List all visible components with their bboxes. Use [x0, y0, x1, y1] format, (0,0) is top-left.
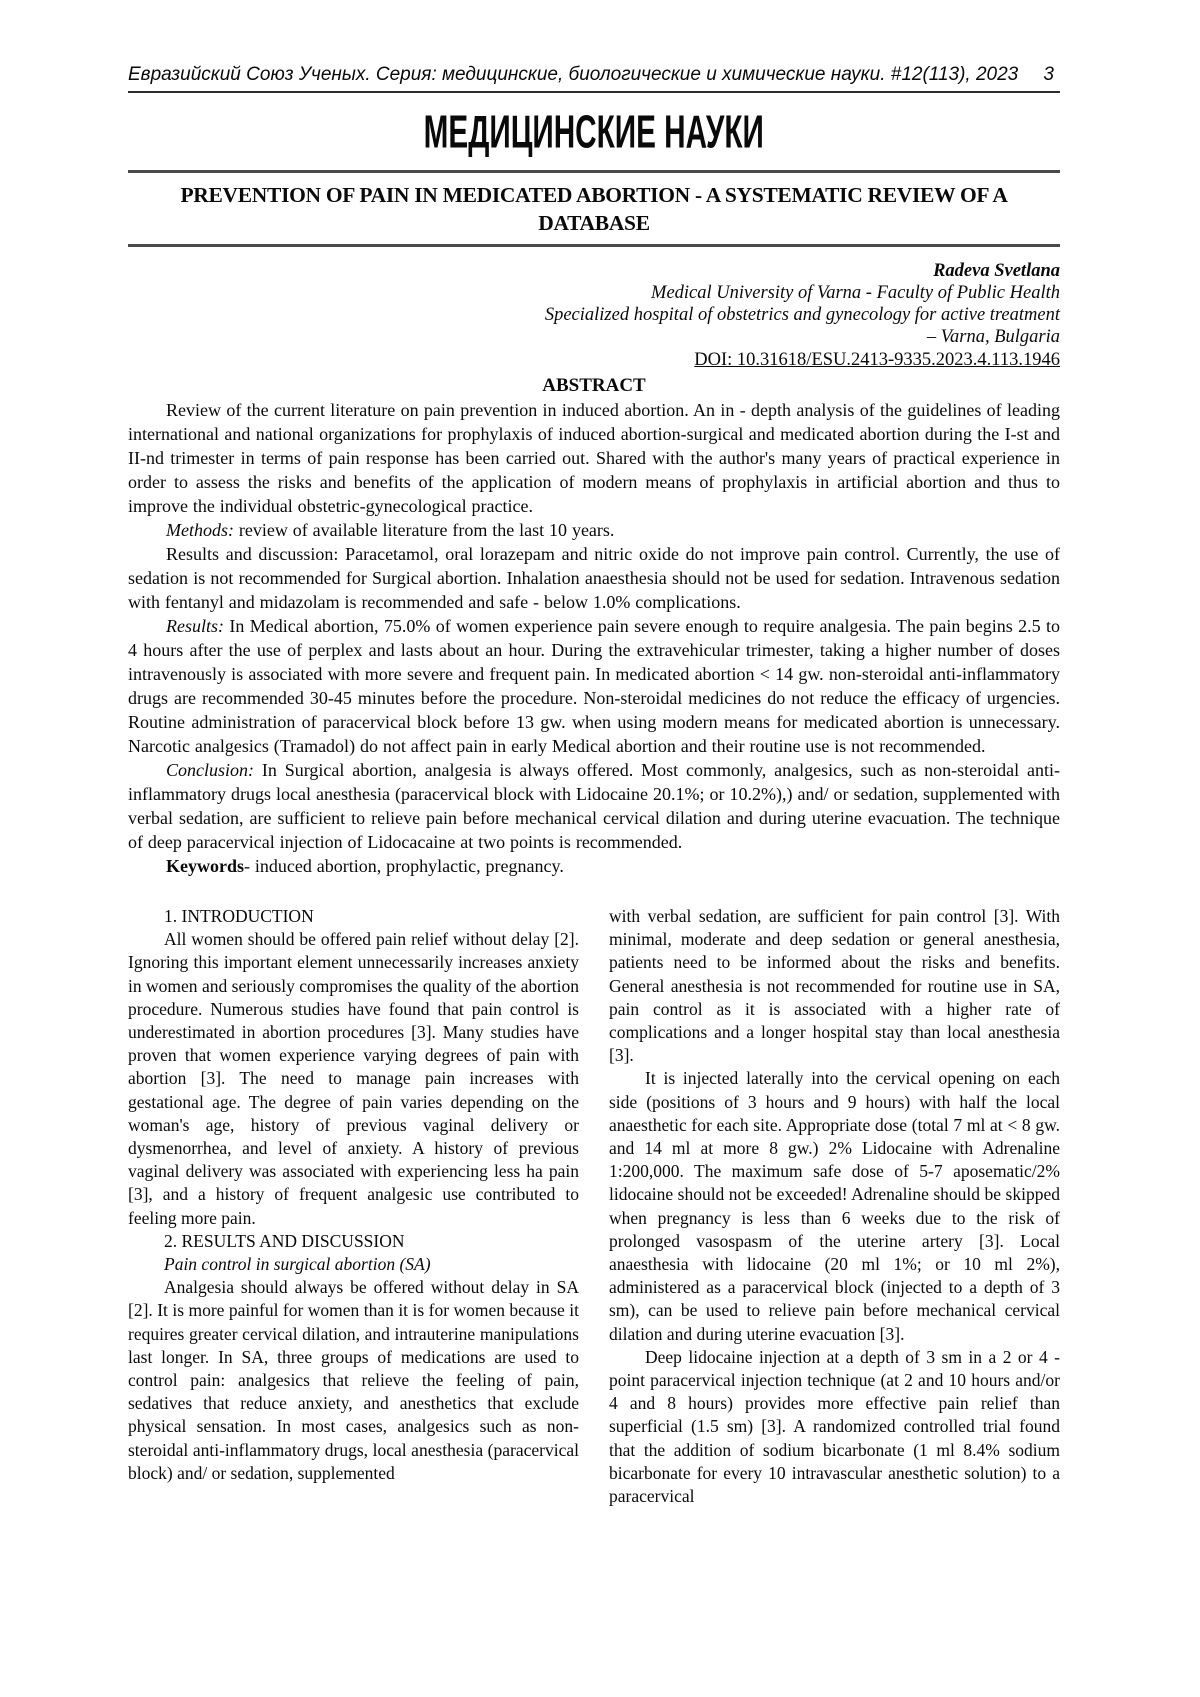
body-paragraph: Analgesia should always be offered without delay in SA [2]. It is more painful for women than it is for women because it requires greater cervical dilation, and intrauterine manipulations last longer. In SA, three groups of medications are used to control pain: analgesics that relieve the feeling of pain, sedatives that reduce anxiety, and anesthetics that exclude physical sensation. In most cases, analgesics such as non-steroidal anti-inflammatory drugs, local anesthesia (paracervical block) and/ or sedation, supplemented — [128, 1277, 579, 1483]
right-column — [609, 905, 1060, 1508]
abstract-paragraph-text: Review of the current literature on pain prevention in induced abortion. An in - depth analysis of the guidelines of leading international and national organizations for prophylaxis of induced abortion-surgical and medicated abortion during the I-st and II-nd trimester in terms of pain response has been carried out. Shared with the author's many years of practical experience in order to assess the risks and benefits of the application of modern means of prophylaxis in artificial abortion and thus to improve the individual obstetric-gynecological practice. — [128, 400, 1060, 516]
subsection-heading-pain-control: Pain control in surgical abortion (SA) — [164, 1254, 431, 1275]
keywords-text: - induced abortion, prophylactic, pregnancy. — [244, 856, 564, 876]
section-banner-wrap — [128, 104, 1060, 158]
title-rule-top — [128, 170, 1060, 173]
article-title: PREVENTION OF PAIN IN MEDICATED ABORTION - A SYSTEMATIC REVIEW OF A DATABASE — [180, 183, 1008, 235]
body-paragraph: All women should be offered pain relief without delay [2]. Ignoring this important element unnecessarily increases anxiety in women and seriously compromises the quality of the abortion procedure. Numerous studies have found that pain control is underestimated in abortion procedures [3]. Many studies have proven that women experience varying degrees of pain with abortion [3]. The need to manage pain increases with gestational age. The degree of pain varies depending on the woman's age, history of previous vaginal delivery or dysmenorrhea, and level of anxiety. A history of previous vaginal delivery was associated with experiencing less ha pain [3], and a history of frequent analgesic use contributed to feeling more pain. — [128, 929, 579, 1228]
abstract-paragraph — [128, 518, 1060, 542]
abstract-heading: ABSTRACT — [542, 375, 646, 396]
affiliation-line: Specialized hospital of obstetrics and gynecology for active treatment — [544, 305, 1060, 325]
paragraph-lead: Methods: — [166, 520, 234, 540]
section-heading-results: 2. RESULTS AND DISCUSSION — [164, 1230, 405, 1251]
running-header — [128, 64, 1060, 93]
author-name: Radeva Svetlana — [933, 261, 1060, 281]
affiliation-line: Medical University of Varna - Faculty of Public Health — [651, 283, 1060, 303]
body-paragraph-continuation: with verbal sedation, are sufficient for pain control [3]. With minimal, moderate and deep sedation or general anesthesia, patients need to be informed about the risks and benefits. General anesthesia is not recommended for routine use in SA, pain control as it is associated with a higher rate of complications and a longer hospital stay than local anesthesia [3]. — [609, 906, 1060, 1066]
abstract-paragraph — [128, 542, 1060, 614]
body-paragraph: Deep lidocaine injection at a depth of 3 sm in a 2 or 4 - point paracervical injection technique (at 2 and 10 hours and/or 4 and 8 hours) provides more effective pain relief than superficial (1.5 sm) [3]. A randomized controlled trial found that the addition of sodium bicarbonate (1 ml 8.4% sodium bicarbonate for every 10 intravascular anesthetic solution) to a paracervical — [609, 1346, 1060, 1507]
paragraph-lead: Conclusion: — [166, 760, 254, 780]
journal-title-line: Евразийский Союз Ученых. Серия: медицинские, биологические и химические науки. #12(113), 2023 — [128, 64, 1019, 85]
abstract-paragraph-text: In Medical abortion, 75.0% of women experience pain severe enough to require analgesia. The pain begins 2.5 to 4 hours after the use of perplex and lasts about an hour. During the extravehicular trimester, taking a higher number of doses intravenously is associated with more severe and frequent pain. In medicated abortion < 14 gw. non-steroidal anti-inflammatory drugs are recommended 30-45 minutes before the procedure. Non-steroidal medicines do not reduce the efficacy of urgencies. Routine administration of paracervical block before 13 gw. when using modern means for medicated abortion is unnecessary. Narcotic analgesics (Tramadol) do not affect pain in early Medical abortion and their routine use is not recommended. — [128, 616, 1060, 756]
keywords-line — [128, 854, 1060, 878]
abstract-paragraph-text: In Surgical abortion, analgesia is always offered. Most commonly, analgesics, such as non-steroidal anti-inflammatory drugs local anesthesia (paracervical block with Lidocaine 20.1%; or 10.2%),) and/ or sedation, supplemented with verbal sedation, are sufficient to relieve pain before mechanical cervical dilation and during uterine evacuation. The technique of deep paracervical injection of Lidocacaine at two points is recommended. — [128, 760, 1060, 852]
affiliation-line: – Varna, Bulgaria — [926, 327, 1060, 347]
section-banner: МЕДИЦИНСКИЕ НАУКИ — [423, 104, 765, 158]
doi-line — [128, 348, 1060, 373]
abstract-paragraph — [128, 758, 1060, 854]
author-block — [128, 260, 1060, 348]
abstract-section — [128, 398, 1060, 878]
abstract-paragraph — [128, 614, 1060, 758]
abstract-paragraph — [128, 398, 1060, 518]
section-heading-introduction: 1. INTRODUCTION — [164, 906, 314, 926]
keywords-label: Keywords — [166, 856, 244, 876]
abstract-paragraph-text: Results and discussion: Paracetamol, oral lorazepam and nitric oxide do not improve pain control. Currently, the use of sedation is not recommended for Surgical abortion. Inhalation anaesthesia should not be used for sedation. Intravenous sedation with fentanyl and midazolam is recommended and safe - below 1.0% complications. — [128, 544, 1060, 612]
paragraph-lead: Results: — [166, 616, 224, 636]
title-rule-bottom — [128, 244, 1060, 247]
page-number: 3 — [1043, 64, 1054, 85]
abstract-paragraph-text: review of available literature from the last 10 years. — [233, 520, 615, 540]
two-column-body — [128, 905, 1060, 1508]
doi-link[interactable]: DOI: 10.31618/ESU.2413-9335.2023.4.113.1946 — [694, 350, 1060, 370]
body-paragraph: It is injected laterally into the cervical opening on each side (positions of 3 hours and 9 hours) with half the local anaesthetic for each site. Appropriate dose (total 7 ml at < 8 gw. and 14 ml at more 8 gw.) 2% Lidocaine with Adrenaline 1:200,000. The maximum safe dose of 5-7 aposematic/2% lidocaine should not be exceeded! Adrenaline should be skipped when pregnancy is less than 6 weeks due to the risk of prolonged vasospasm of the uterine artery [3]. Local anaesthesia with lidocaine (20 ml 1%; or 10 ml 2%), administered as a paracervical block (injected to a depth of 3 sm), can be used to relieve pain before mechanical cervical dilation and during uterine evacuation [3]. — [609, 1068, 1060, 1344]
left-column — [128, 905, 579, 1508]
